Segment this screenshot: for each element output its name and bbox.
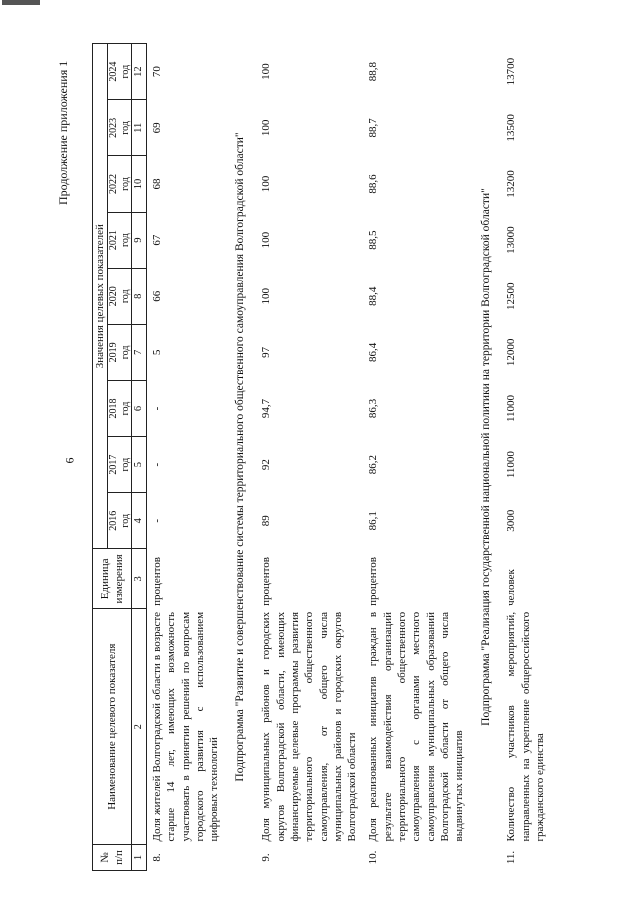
column-index-cell: 2	[132, 609, 147, 845]
name-header: Наименование целевого показателя	[93, 609, 132, 845]
values-header: Значения целевых показателей	[93, 44, 108, 549]
indicator-value: 97	[260, 346, 273, 358]
year-header	[108, 100, 132, 156]
row-number: 9.	[260, 853, 273, 862]
indicator-name: Количество участников мероприятий, направленных на укрепление общероссийского гражданского единства	[505, 611, 547, 842]
year-unit: год	[119, 233, 131, 247]
year-value: 2024	[108, 61, 120, 82]
subprogram-row	[225, 44, 256, 871]
indicator-value: 68	[150, 178, 163, 190]
year-header	[108, 324, 132, 380]
page-number: 6	[62, 457, 77, 464]
year-unit: год	[119, 177, 131, 191]
year-value: 2022	[108, 173, 120, 194]
year-header	[108, 212, 132, 268]
year-header	[108, 437, 132, 493]
indicator-value: 13200	[505, 170, 518, 198]
column-index-cell: 8	[132, 268, 147, 324]
year-header	[108, 380, 132, 436]
column-index-cell: 11	[132, 100, 147, 156]
year-value: 2021	[108, 230, 120, 251]
num-header: № п/п	[93, 844, 132, 870]
indicator-name: Доля жителей Волгоградской области в возрасте старше 14 лет, имеющих возможность участвовать в принятии решений по вопросам городского развития с использованием цифровых технологий	[150, 611, 221, 842]
indicator-value: 66	[150, 290, 163, 302]
row-number: 8.	[150, 853, 163, 862]
column-index-cell: 10	[132, 156, 147, 212]
column-index-cell: 1	[132, 844, 147, 870]
column-index-cell: 12	[132, 44, 147, 100]
year-value: 2019	[108, 342, 120, 363]
year-value: 2016	[108, 510, 120, 531]
subprogram-row	[471, 44, 502, 871]
year-value: 2018	[108, 398, 120, 419]
indicator-value: 86,3	[367, 398, 380, 419]
year-value: 2017	[108, 454, 120, 475]
indicator-unit: процентов	[367, 557, 380, 606]
indicator-value: 88,7	[367, 118, 380, 138]
column-index-cell: 9	[132, 212, 147, 268]
indicators-table	[92, 43, 551, 871]
indicator-value: 92	[260, 459, 273, 471]
indicator-value: 67	[150, 234, 163, 246]
indicator-value: 13700	[505, 57, 518, 86]
indicator-unit: человек	[505, 569, 518, 606]
year-unit: год	[119, 401, 131, 416]
indicator-value: 5	[150, 349, 163, 356]
indicator-name: Доля реализованных инициатив граждан в результате взаимодействия организаций территориального общественного самоуправления с органами местного самоуправления муниципальных образований Волгоградской области от общего числа выдвинутых инициатив	[367, 611, 466, 842]
indicator-value: 88,8	[367, 62, 380, 82]
year-unit: год	[119, 513, 131, 528]
row-number: 11.	[505, 850, 518, 865]
indicator-value: 12500	[505, 282, 518, 310]
year-unit: год	[119, 457, 131, 472]
continuation-caption: Продолжение приложения 1	[56, 60, 70, 205]
indicator-value: 100	[260, 231, 273, 249]
year-header	[108, 268, 132, 324]
year-unit: год	[119, 121, 131, 135]
year-unit: год	[119, 64, 131, 79]
indicator-value: 11000	[505, 394, 518, 423]
indicator-value: 89	[260, 515, 273, 527]
indicator-row	[146, 44, 225, 871]
indicator-value: 13000	[505, 226, 518, 254]
year-header	[108, 493, 132, 549]
indicator-unit: процентов	[150, 557, 163, 606]
indicator-value: 13500	[505, 114, 518, 142]
year-value: 2020	[108, 286, 120, 307]
indicator-value: 3000	[505, 509, 518, 532]
indicator-unit: процентов	[260, 557, 273, 606]
indicator-value: 100	[260, 63, 273, 80]
column-index-cell: 5	[132, 437, 147, 493]
indicator-value: -	[150, 462, 163, 467]
row-number: 10.	[367, 850, 380, 865]
indicator-value: 12000	[505, 338, 518, 367]
indicator-value: 86,1	[367, 511, 380, 531]
year-value: 2023	[108, 117, 120, 138]
indicator-value: 88,5	[367, 230, 380, 250]
column-index-row	[132, 44, 147, 871]
subprogram-title: Подпрограмма "Реализация государственной национальной политики на территории Волгоградской области"	[479, 188, 492, 726]
table-body	[146, 44, 551, 871]
year-unit: год	[119, 289, 131, 304]
indicator-value: 100	[260, 119, 273, 137]
indicator-name: Доля муниципальных районов и городских округов Волгоградской области, имеющих финансируемые целевые программы развития территориального общественного самоуправления, от общего числа муниципальных районов и городских округов Волгоградской области	[260, 611, 359, 842]
indicator-value: -	[150, 518, 163, 523]
indicator-value: 70	[150, 66, 163, 78]
subprogram-title: Подпрограмма "Развитие и совершенствование системы территориального общественного самоуправления Волгоградской области"	[234, 132, 247, 782]
year-header	[108, 156, 132, 212]
indicator-row	[363, 44, 470, 871]
indicator-value: 94,7	[260, 398, 273, 419]
column-index-cell: 3	[132, 549, 147, 609]
column-index-cell: 7	[132, 324, 147, 380]
column-index-cell: 4	[132, 493, 147, 549]
indicator-value: 100	[260, 287, 273, 305]
indicator-value: 86,2	[367, 454, 380, 475]
year-header	[108, 44, 132, 100]
indicator-row	[501, 44, 551, 871]
indicator-value: 86,4	[367, 342, 380, 362]
indicator-value: 69	[150, 122, 163, 134]
indicator-row	[256, 44, 363, 871]
year-unit: год	[119, 345, 131, 360]
column-index-cell: 6	[132, 380, 147, 436]
indicator-value: 100	[260, 175, 273, 193]
indicator-value: 11000	[505, 451, 518, 479]
indicator-value: 88,6	[367, 174, 380, 194]
indicator-value: -	[150, 406, 163, 411]
unit-header: Единица измерения	[93, 549, 132, 609]
indicator-value: 88,4	[367, 286, 380, 306]
